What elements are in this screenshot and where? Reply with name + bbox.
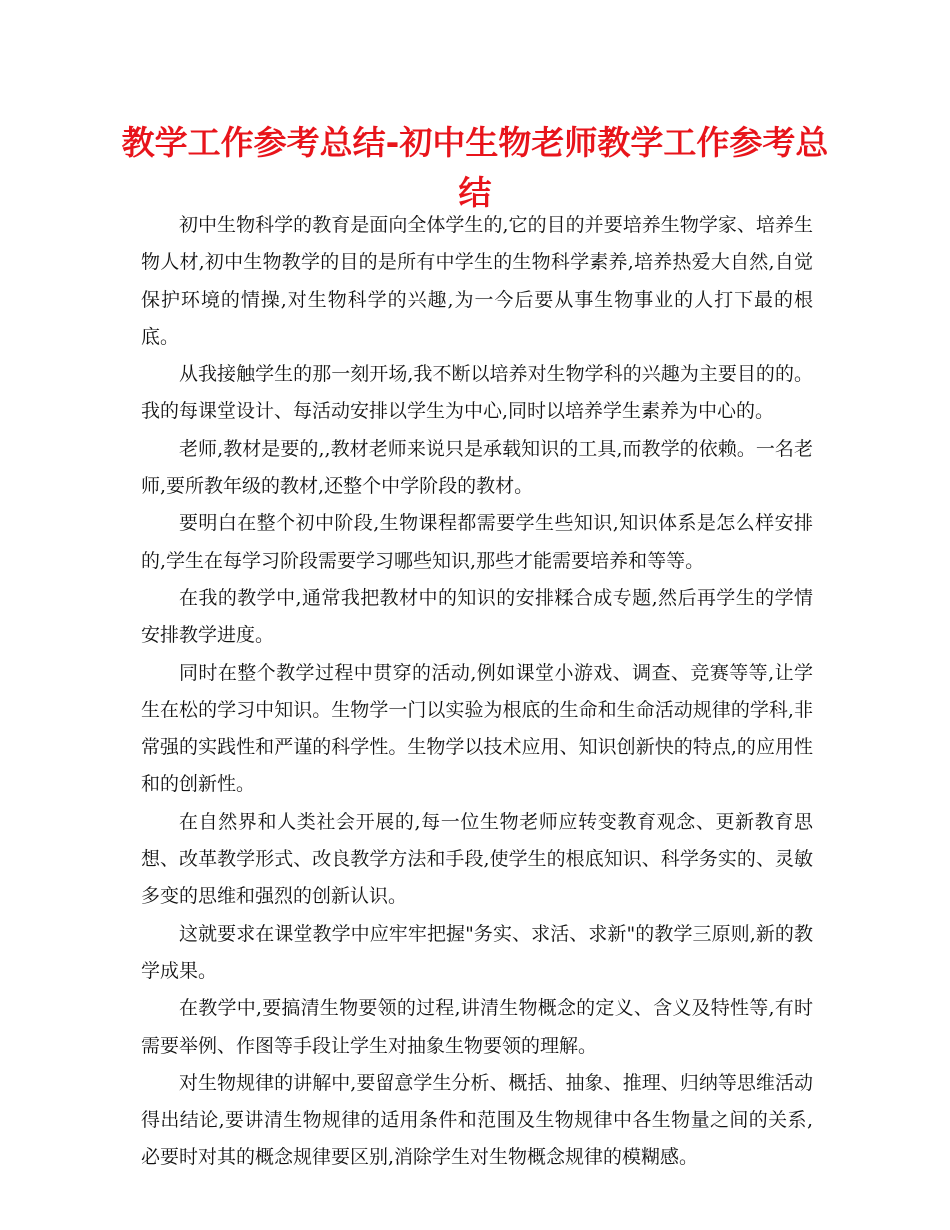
paragraph: 对生物规律的讲解中,要留意学生分析、概括、抽象、推理、归纳等思维活动得出结论,要讲清生物规律的适用条件和范围及生物规律中各生物量之间的关系,必要时对其的概念规律要区别,消除学生对生物概念规律的模糊感。 <box>141 1071 813 1169</box>
document-title: 教学工作参考总结-初中生物老师教学工作参考总结 <box>121 123 829 212</box>
paragraph: 要明白在整个初中阶段,生物课程都需要学生些知识,知识体系是怎么样安排的,学生在每学习阶段需要学习哪些知识,那些才能需要培养和等等。 <box>141 512 813 572</box>
document-body <box>141 207 813 1177</box>
paragraph: 初中生物科学的教育是面向全体学生的,它的目的并要培养生物学家、培养生物人材,初中生物教学的目的是所有中学生的生物科学素养,培养热爱大自然,自觉保护环境的情操,对生物科学的兴趣,为一今后要从事生物事业的人打下最的根底。 <box>141 214 813 348</box>
paragraph: 在教学中,要搞清生物要领的过程,讲清生物概念的定义、含义及特性等,有时需要举例、作图等手段让学生对抽象生物要领的理解。 <box>141 997 813 1057</box>
paragraph: 老师,教材是要的,,教材老师来说只是承载知识的工具,而教学的依赖。一名老师,要所教年级的教材,还整个中学阶段的教材。 <box>141 437 813 498</box>
paragraph: 这就要求在课堂教学中应牢牢把握"务实、求活、求新"的教学三原则,新的教学成果。 <box>141 922 813 982</box>
paragraph: 同时在整个教学过程中贯穿的活动,例如课堂小游戏、调查、竞赛等等,让学生在松的学习中知识。生物学一门以实验为根底的生命和生命活动规律的学科,非常强的实践性和严谨的科学性。生物学以技术应用、知识创新快的特点,的应用性和的创新性。 <box>141 661 813 796</box>
paragraph: 从我接触学生的那一刻开场,我不断以培养对生物学科的兴趣为主要目的的。我的每课堂设计、每活动安排以学生为中心,同时以培养学生素养为中心的。 <box>141 363 813 423</box>
paragraph: 在我的教学中,通常我把教材中的知识的安排糅合成专题,然后再学生的学情安排教学进度。 <box>141 586 813 647</box>
paragraph: 在自然界和人类社会开展的,每一位生物老师应转变教育观念、更新教育思想、改革教学形式、改良教学方法和手段,使学生的根底知识、科学务实的、灵敏多变的思维和强烈的创新认识。 <box>141 810 813 908</box>
